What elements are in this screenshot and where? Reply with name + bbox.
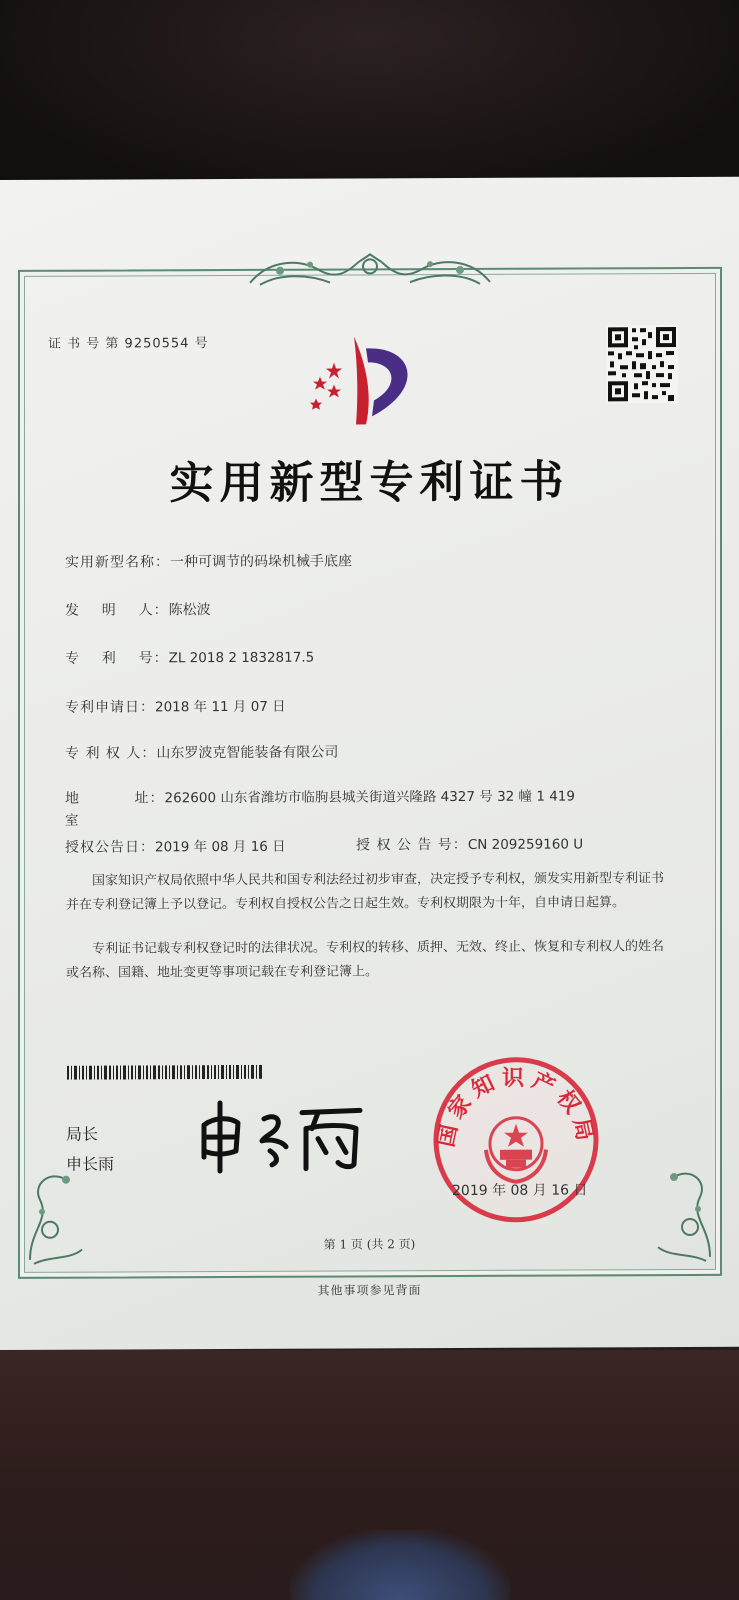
paragraph-grant-statement: 国家知识产权局依照中华人民共和国专利法经过初步审查，决定授予专利权，颁发实用新型专利证书并在专利登记簿上予以登记。专利权自授权公告之日起生效。专利权期限为十年，自申请日起算。: [66, 871, 665, 913]
field-grant-number-value: CN 209259160 U: [467, 836, 584, 853]
field-patentee: [65, 742, 338, 763]
field-inventor-label: 发 明 人：: [65, 602, 169, 619]
field-grant-number-label: 授 权 公 告 号：: [356, 836, 468, 854]
signatory-name: 申长雨: [66, 1154, 115, 1174]
field-patentee-value: 山东罗波克智能装备有限公司: [156, 744, 339, 762]
field-address: [65, 785, 585, 831]
field-patent-number-label: 专 利 号：: [65, 650, 169, 667]
field-utility-name-label: 实用新型名称：: [65, 554, 170, 571]
background-top: [0, 0, 739, 185]
field-grant-date-label: 授权公告日：: [65, 839, 155, 856]
field-application-date-value: 2018 年 11 月 07 日: [155, 698, 286, 716]
back-reference-note: 其他事项参见背面: [317, 1283, 422, 1298]
field-inventor-value: 陈松波: [168, 602, 211, 619]
seal-text: 国家知识产权局: [433, 1066, 599, 1150]
certificate-number-label: 证 书 号 第: [48, 336, 120, 352]
certificate-number-suffix: 号: [194, 336, 209, 352]
certificate-title: 实用新型专利证书: [169, 456, 570, 510]
seal-date: 2019 年 08 月 16 日: [452, 1182, 588, 1200]
field-address-label: 地 址：: [65, 790, 165, 807]
field-address-value: 262600 山东省潍坊市临朐县城关街道兴隆路 4327 号 32 幢 1 419 室: [65, 788, 575, 829]
certificate-number: [48, 332, 209, 352]
field-grant-number: [356, 833, 583, 854]
page-indicator: 第 1 页 (共 2 页): [323, 1237, 416, 1252]
certificate-number-value: 9250554: [124, 336, 190, 352]
field-patentee-label: 专 利 权 人：: [65, 745, 157, 762]
field-inventor: [65, 599, 211, 620]
top-ornament-icon: [240, 248, 500, 295]
signatory-title: 局长: [66, 1124, 99, 1144]
field-grant-date: [65, 835, 286, 857]
certificate-paper: [0, 177, 739, 1350]
background-object: [290, 1530, 510, 1600]
official-seal-icon: [430, 1053, 602, 1226]
paragraph-register-statement: 专利证书记载专利权登记时的法律状况。专利权的转移、质押、无效、终止、恢复和专利权人的姓名或名称、国籍、地址变更等事项记载在专利登记簿上。: [66, 939, 665, 981]
cnipa-logo-icon: [296, 328, 421, 429]
qr-code-icon: [606, 325, 678, 403]
field-utility-name-value: 一种可调节的码垛机械手底座: [170, 553, 352, 571]
barcode-icon: [67, 1065, 263, 1080]
field-patent-number-value: ZL 2018 2 1832817.5: [168, 649, 315, 667]
field-grant-date-value: 2019 年 08 月 16 日: [155, 838, 286, 856]
field-application-date: [65, 695, 286, 717]
field-utility-name: [65, 550, 352, 571]
field-application-date-label: 专利申请日：: [65, 699, 155, 716]
field-patent-number: [65, 647, 314, 668]
handwritten-signature-icon: [190, 1094, 370, 1175]
